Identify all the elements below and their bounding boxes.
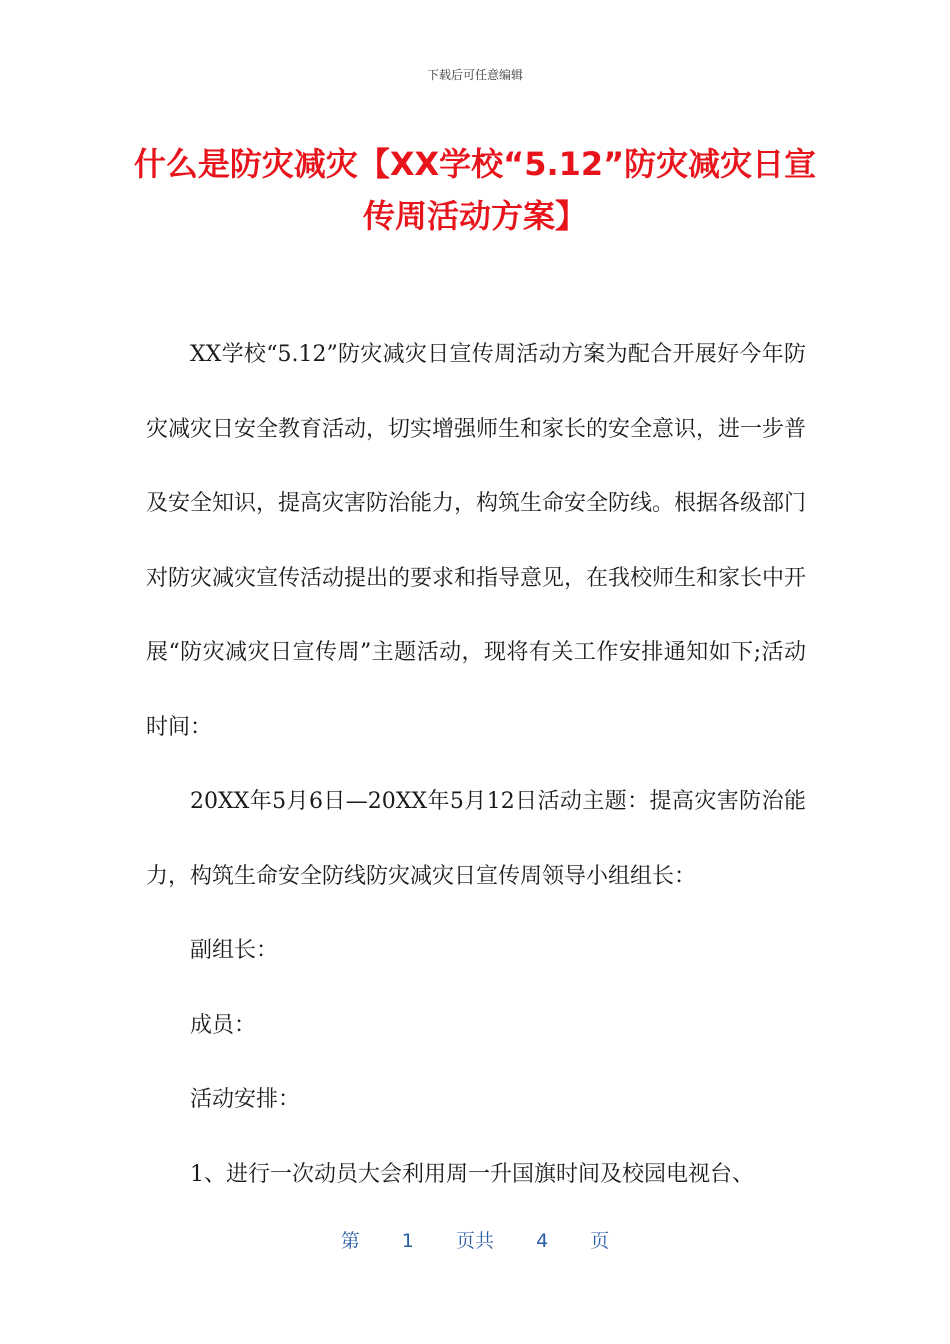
footer-page-number: 1 [401, 1230, 414, 1252]
paragraph-item-1: 1、进行一次动员大会利用周一升国旗时间及校园电视台、 [190, 1161, 754, 1187]
paragraph-intro: XX学校“5.12”防灾减灾日宣传周活动方案为配合开展好今年防灾减灾日安全教育活动，切实增强师生和家长的安全意识，进一步普及安全知识，提高灾害防治能力，构筑生命安全防线。根据各级部门对防灾减灾宣传活动提出的要求和指导意见，在我校师生和家长中开展“防灾减灾日宣传周”主题活动，现将有关工作安排通知如下;活动时间： [146, 342, 807, 740]
footer-page-total: 4 [536, 1230, 549, 1252]
paragraph-time-theme: 20XX年5月6日—20XX年5月12日活动主题：提高灾害防治能力，构筑生命安全防线防灾减灾日宣传周领导小组组长： [146, 789, 806, 889]
paragraph-members: 成员： [190, 1012, 257, 1038]
footer-page-prefix: 第 [340, 1230, 360, 1252]
header-note: 下载后可任意编辑 [426, 68, 523, 82]
document-body [146, 318, 806, 1212]
footer-page-middle: 页共 [455, 1230, 494, 1252]
document-title: 什么是防灾减灾【XX学校“5.12”防灾减灾日宣传周活动方案】 [133, 145, 817, 235]
footer-page-suffix: 页 [590, 1230, 610, 1252]
page-footer [0, 1226, 950, 1253]
paragraph-deputy-leader: 副组长： [190, 938, 279, 963]
paragraph-activity-plan: 活动安排： [190, 1087, 301, 1112]
